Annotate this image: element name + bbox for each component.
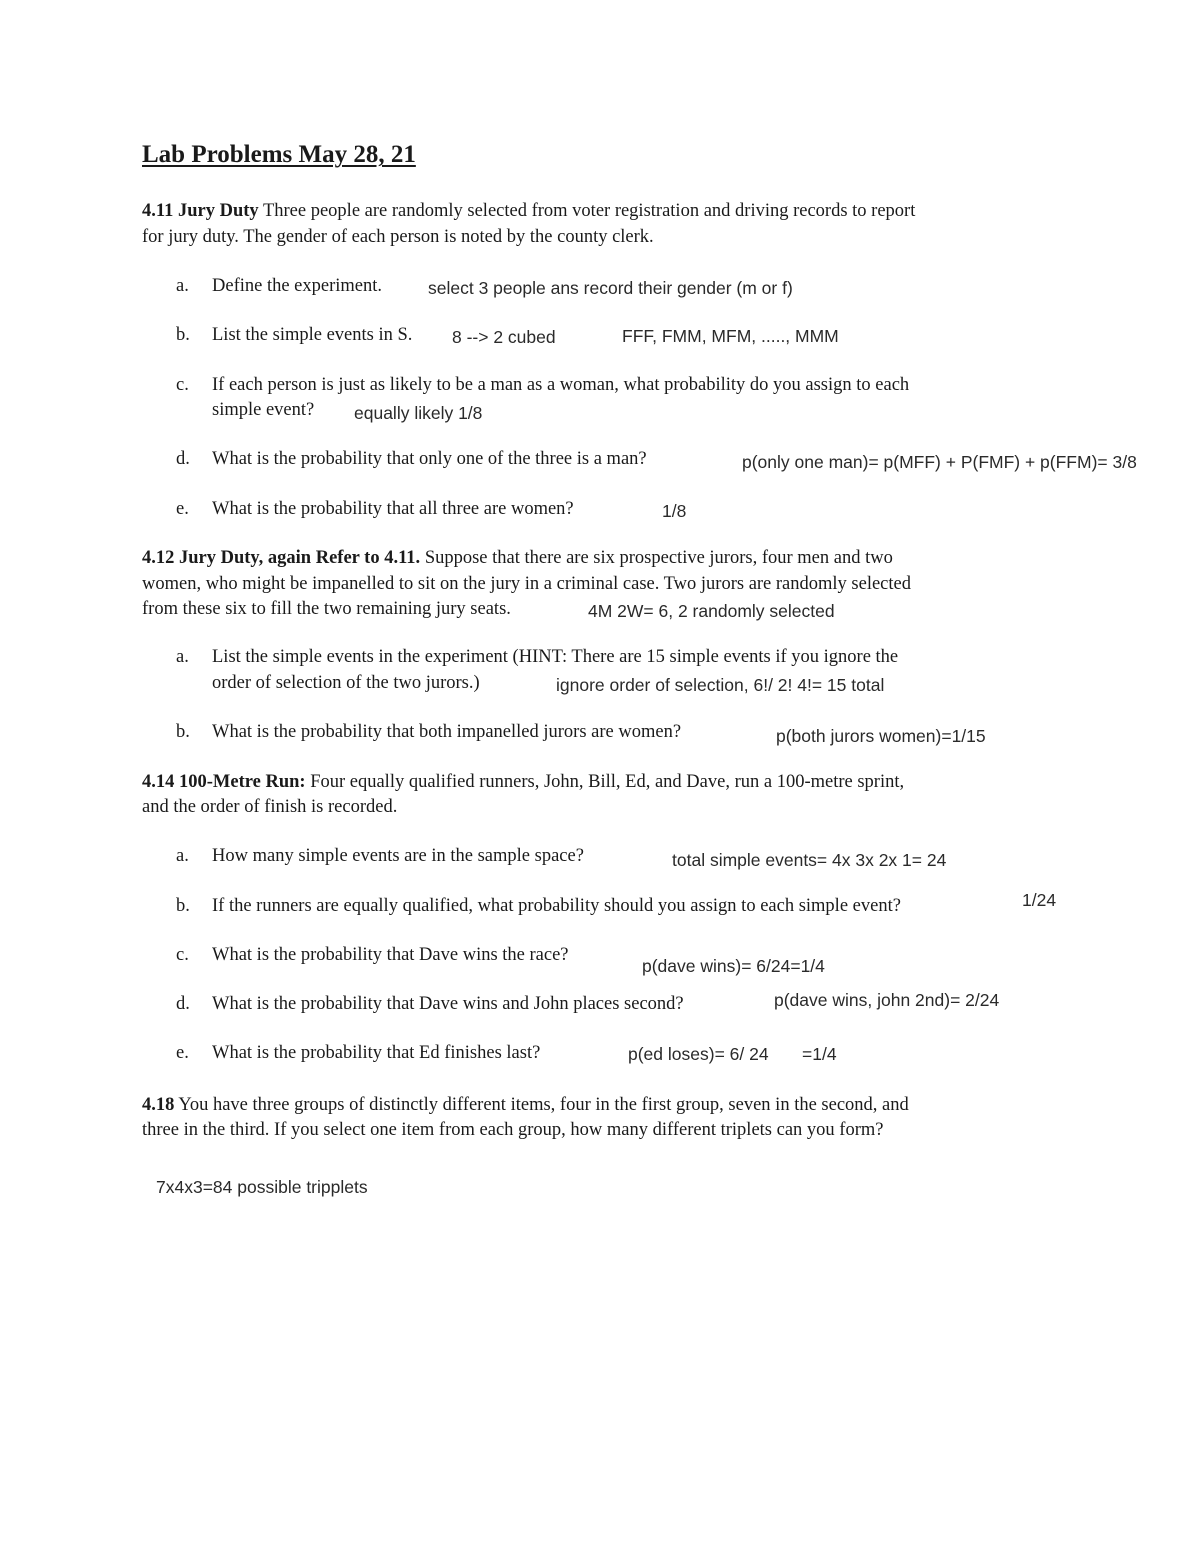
handwritten-answer: p(only one man)= p(MFF) + P(FMF) + p(FFM)= 3/8 [742, 452, 1137, 472]
handwritten-answer: p(both jurors women)=1/15 [776, 726, 986, 746]
problem-4-12-line2: women, who might be impanelled to sit on the jury in a criminal case. Two jurors are randomly selected [142, 574, 911, 594]
problem-text: Four equally qualified runners, John, Bill, Ed, and Dave, run a 100-metre sprint, [305, 772, 905, 792]
handwritten-answer: p(dave wins, john 2nd)= 2/24 [774, 990, 1000, 1010]
item-letter: e. [176, 499, 189, 519]
question-text: What is the probability that Dave wins the race? [212, 945, 569, 965]
problem-number: 4.11 [142, 201, 174, 221]
problem-4-12-line3: from these six to fill the two remaining jury seats. [142, 599, 511, 619]
question-text: How many simple events are in the sample space? [212, 846, 584, 866]
handwritten-answer: p(ed loses)= 6/ 24 [628, 1044, 769, 1064]
problem-heading: Jury Duty, again Refer to 4.11. [179, 548, 421, 568]
problem-heading: 100-Metre Run: [179, 772, 306, 792]
question-text: What is the probability that all three are women? [212, 499, 574, 519]
handwritten-answer: select 3 people ans record their gender (m or f) [428, 278, 793, 298]
item-letter: e. [176, 1043, 189, 1063]
problem-number: 4.14 [142, 772, 175, 792]
question-text: If each person is just as likely to be a man as a woman, what probability do you assign to each [212, 375, 910, 395]
problem-4-11-line2: for jury duty. The gender of each person is noted by the county clerk. [142, 227, 654, 247]
handwritten-answer: 1/24 [1022, 890, 1057, 910]
question-text: What is the probability that Dave wins and John places second? [212, 994, 684, 1014]
question-text: What is the probability that Ed finishes last? [212, 1043, 541, 1063]
item-letter: a. [176, 846, 189, 866]
handwritten-answer: =1/4 [802, 1044, 837, 1064]
item-letter: d. [176, 994, 190, 1014]
problem-4-14-line2: and the order of finish is recorded. [142, 797, 398, 817]
item-letter: b. [176, 325, 190, 345]
item-letter: c. [176, 375, 189, 395]
handwritten-answer: equally likely 1/8 [354, 403, 483, 423]
problem-4-11-line1 [142, 200, 915, 222]
question-text: order of selection of the two jurors.) [212, 673, 480, 693]
question-text: What is the probability that both impanelled jurors are women? [212, 722, 682, 742]
problem-number: 4.18 [142, 1095, 175, 1115]
problem-4-14-line1 [142, 771, 904, 793]
problem-4-18-line1 [142, 1094, 909, 1116]
handwritten-answer: FFF, FMM, MFM, ....., MMM [622, 326, 839, 346]
item-letter: d. [176, 449, 190, 469]
item-letter: b. [176, 722, 190, 742]
problem-text: You have three groups of distinctly different items, four in the first group, seven in the second, and [174, 1095, 909, 1115]
problem-heading: Jury Duty [177, 201, 259, 221]
question-text: List the simple events in S. [212, 325, 413, 345]
page-title: Lab Problems May 28, 21 [142, 141, 416, 168]
problem-number: 4.12 [142, 548, 175, 568]
handwritten-answer: 8 --> 2 cubed [452, 327, 556, 347]
problem-4-12-line1 [142, 547, 893, 569]
question-text: simple event? [212, 400, 315, 420]
item-letter: a. [176, 647, 189, 667]
problem-text: Three people are randomly selected from voter registration and driving records to report [258, 201, 916, 221]
question-text: What is the probability that only one of the three is a man? [212, 449, 647, 469]
handwritten-answer: 4M 2W= 6, 2 randomly selected [588, 601, 835, 621]
item-letter: b. [176, 896, 190, 916]
handwritten-answer: 7x4x3=84 possible tripplets [156, 1177, 368, 1197]
item-letter: c. [176, 945, 189, 965]
question-text: If the runners are equally qualified, what probability should you assign to each simple event? [212, 896, 901, 916]
handwritten-answer: total simple events= 4x 3x 2x 1= 24 [672, 850, 947, 870]
item-letter: a. [176, 276, 189, 296]
handwritten-answer: p(dave wins)= 6/24=1/4 [642, 956, 825, 976]
problem-text: Suppose that there are six prospective jurors, four men and two [420, 548, 893, 568]
question-text: List the simple events in the experiment (HINT: There are 15 simple events if you ignore the [212, 647, 899, 667]
handwritten-answer: 1/8 [662, 501, 687, 521]
problem-4-18-line2: three in the third. If you select one item from each group, how many different triplets can you form? [142, 1120, 884, 1140]
question-text: Define the experiment. [212, 276, 383, 296]
handwritten-answer: ignore order of selection, 6!/ 2! 4!= 15 total [556, 675, 885, 695]
